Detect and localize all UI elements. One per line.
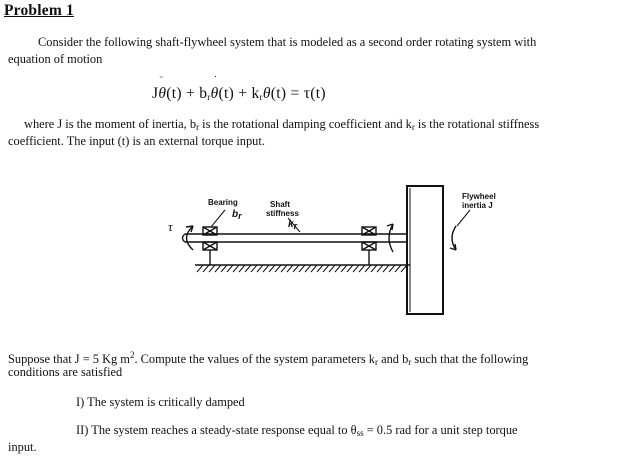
- eq-theta-1: θ: [158, 85, 167, 102]
- description-line-2: coefficient. The input (t) is an external torque input.: [8, 134, 265, 148]
- bearing-leader: [211, 210, 225, 227]
- eq-b: b: [199, 85, 208, 102]
- eq-plus-2: +: [238, 85, 248, 102]
- eq-equals: =: [290, 85, 300, 102]
- torque-symbol: τ: [168, 219, 173, 234]
- eq-j: J: [152, 85, 159, 102]
- single-dot-icon: ˙: [213, 74, 218, 86]
- eq-k: k: [251, 85, 260, 102]
- shaft-label-2: stiffness: [266, 209, 299, 218]
- eq-tau: τ(t): [303, 85, 326, 102]
- desc-part-1: where J is the moment of inertia, b: [24, 117, 197, 131]
- bearing-param-b: b: [232, 209, 239, 220]
- suppose-part-1: Suppose that J = 5 Kg m: [8, 352, 130, 366]
- flywheel-disk: [407, 186, 443, 314]
- suppose-sub-1: r: [374, 357, 378, 367]
- desc-part-3: is the rotational stiffness: [414, 117, 540, 131]
- condition-2-continued: input.: [8, 440, 37, 454]
- condition-2-sub: ss: [356, 428, 364, 438]
- eq-t-1: (t): [166, 85, 182, 102]
- shaft-param-k: k: [288, 219, 294, 230]
- page-title: Problem 1: [4, 2, 74, 19]
- eq-t-2: (t): [218, 85, 235, 102]
- flywheel-label-2: inertia J: [462, 201, 493, 210]
- eq-plus-1: +: [185, 85, 196, 102]
- intro-line-2: equation of motion: [8, 52, 103, 66]
- eq-theta-2: θ: [210, 85, 219, 102]
- desc-sub-2: r: [411, 122, 415, 132]
- suppose-part-3: and b: [377, 352, 409, 366]
- suppose-line-2: conditions are satisfied: [8, 365, 123, 379]
- suppose-part-2: . Compute the values of the system parameters k: [134, 352, 375, 366]
- shaft-left-end: [183, 234, 186, 242]
- condition-2: [76, 422, 518, 441]
- intro-line-1: Consider the following shaft-flywheel system that is modeled as a second order rotating system with: [38, 35, 537, 49]
- suppose-sub-2: r: [408, 357, 412, 367]
- shaft-param: [288, 220, 297, 231]
- condition-2-part-2: = 0.5 rad for a unit step torque: [363, 423, 518, 437]
- flywheel-leader: [457, 210, 470, 226]
- condition-1: I) The system is critically damped: [76, 395, 245, 409]
- eq-theta-3: θ: [262, 85, 271, 102]
- flywheel-label-1: Flywheel: [462, 192, 496, 201]
- shaft-label-1: Shaft: [270, 200, 290, 209]
- shaft-param-sub: r: [293, 221, 298, 231]
- eq-t-3: (t): [270, 85, 287, 102]
- eq-k-sub: r: [259, 92, 263, 102]
- ground-hatch: [197, 265, 407, 272]
- bearing-label: Bearing: [208, 198, 238, 207]
- condition-2-part-1: II) The system reaches a steady-state response equal to θ: [76, 423, 357, 437]
- desc-part-2: is the rotational damping coefficient and k: [199, 117, 412, 131]
- desc-sub-1: r: [196, 122, 200, 132]
- suppose-part-4: such that the following: [411, 352, 529, 366]
- bearing-param: [232, 210, 242, 221]
- eq-b-sub: r: [207, 92, 211, 102]
- double-dot-icon: ¨: [159, 74, 164, 86]
- suppose-sup: 2: [129, 350, 135, 360]
- bearing-param-sub: r: [238, 211, 242, 221]
